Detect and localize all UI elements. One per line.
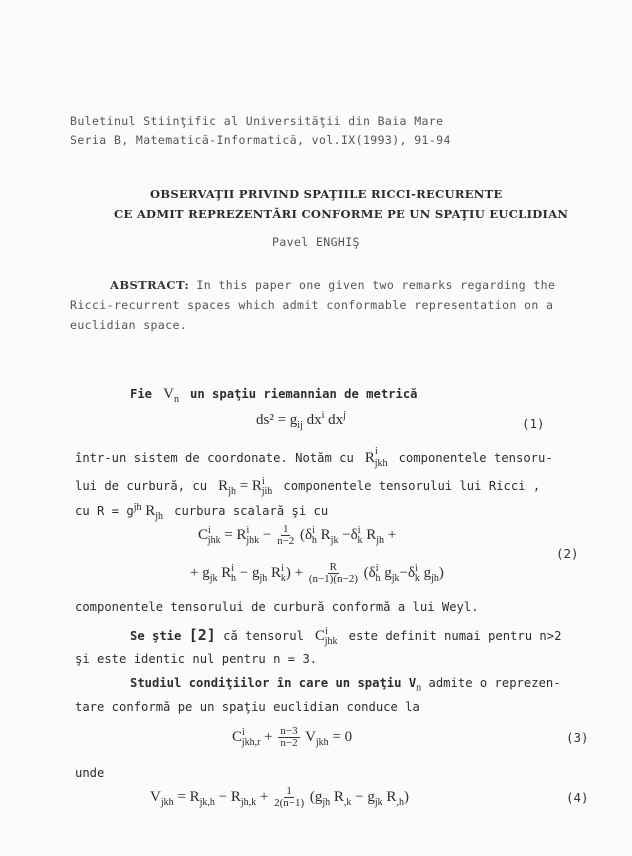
abstract-line-1: [110, 278, 555, 292]
para-2-start: într-un sistem de coordonate. Notăm cu: [75, 451, 354, 465]
para-8: Studiul condiţiilor în care un spaţiu $V_n$ admite o reprezen-: [130, 676, 561, 694]
abstract-text-1: In this paper one given two remarks regarding the: [196, 278, 556, 292]
para-1-start: Fie: [130, 387, 153, 401]
para-6-end: este definit numai pentru n>2: [348, 629, 562, 643]
para-6-mid: că tensorul: [223, 629, 304, 643]
para-8-end: admite o reprezen-: [421, 676, 561, 690]
para-3: lui de curbură, cu $R_{jh} = R^i_{jih}$ componentele tensorului lui Ricci ,: [75, 476, 541, 497]
equation-2-line-2: + $g_{jk}$ $R^i_h - g_{jh}$ $R^i_k$) + $\frac{R}{(n-1)(n-2)}$ ($\delta^i_h$ $g_{jk}-\delta^i_k$ $g_{jh}$): [190, 561, 444, 585]
journal-line-1: Buletinul Stiinţific al Universităţii din Baia Mare: [70, 114, 444, 128]
eq1-lhs: ds² = g: [256, 412, 298, 428]
para-6-start: Se ştie: [130, 629, 182, 643]
para-4: cu $R = g^{jh}$ $R_{jh}$ curbura scalară şi cu: [75, 502, 329, 523]
equation-1: $ds^2 = g_{ij}$ $dx^i$ $dx^j$: [256, 410, 346, 431]
para-5: componentele tensorului de curbură conformă a lui Weyl.: [75, 600, 479, 614]
para-7: şi este identic nul pentru n = 3.: [75, 652, 318, 666]
para-1: Fie $V_n$ un spaţiu riemannian de metrică: [130, 386, 418, 405]
equation-2-number: (2): [556, 546, 579, 561]
title-line-2: CE ADMIT REPREZENTĂRI CONFORME PE UN SPAŢIU EUCLIDIAN: [114, 207, 569, 221]
para-6: Se ştie [2] că tensorul $C^i_{jhk}$ este definit numai pentru n>2: [130, 626, 562, 647]
para-3-end: componentele tensorului lui Ricci ,: [283, 479, 541, 493]
para-8-start: Studiul condiţiilor în care un spaţiu V: [130, 676, 417, 690]
para-9: tare conformă pe un spaţiu euclidian conduce la: [75, 700, 420, 714]
para-2-line-1: într-un sistem de coordonate. Notăm cu $R^i_{jkh}$ componentele tensoru-: [75, 446, 553, 469]
equation-2-line-1: $C^i_{jhk} = R^i_{jhk}$ − $\frac{1}{n-2}$ ($\delta^i_h$ $R_{jk} -\delta^i_k$ $R_{jh}$ +: [198, 523, 397, 547]
equation-4: $V_{jkh} = R_{jk,h} - R_{jh,k}$ + $\frac{1}{2(n-1)}$ ($g_{jh}$ $R_{,k} - g_{jk}$ $R_{,h}$): [150, 785, 409, 809]
para-4-start: cu R = g: [75, 504, 134, 519]
abstract-label: ABSTRACT:: [110, 278, 190, 292]
para-10: unde: [75, 766, 105, 780]
equation-1-number: (1): [522, 416, 545, 431]
author: Pavel ENGHIŞ: [272, 235, 360, 249]
eq1-tail: dx: [302, 412, 322, 428]
journal-line-2: Seria B, Matematică-Informatică, vol.IX(1993), 91-94: [70, 133, 451, 147]
reference-2: [2]: [188, 626, 216, 644]
para-3-start: lui de curbură, cu: [75, 479, 208, 493]
equation-4-number: (4): [566, 790, 589, 805]
para-4-end: curbura scalară şi cu: [174, 504, 329, 519]
para-1-end: un spaţiu riemannian de metrică: [190, 387, 418, 401]
equation-3: $C^i_{jkh,r}$ + $\frac{n-3}{n-2}$ $V_{jkh} = 0$: [232, 725, 353, 749]
abstract-line-2: Ricci-recurrent spaces which admit conformable representation on a: [70, 298, 554, 312]
para-2-end: componentele tensoru-: [398, 451, 553, 465]
title-line-1: OBSERVAŢII PRIVIND SPAŢIILE RICCI-RECURENTE: [150, 187, 503, 201]
equation-3-number: (3): [566, 730, 589, 745]
abstract-line-3: euclidian space.: [70, 318, 188, 332]
